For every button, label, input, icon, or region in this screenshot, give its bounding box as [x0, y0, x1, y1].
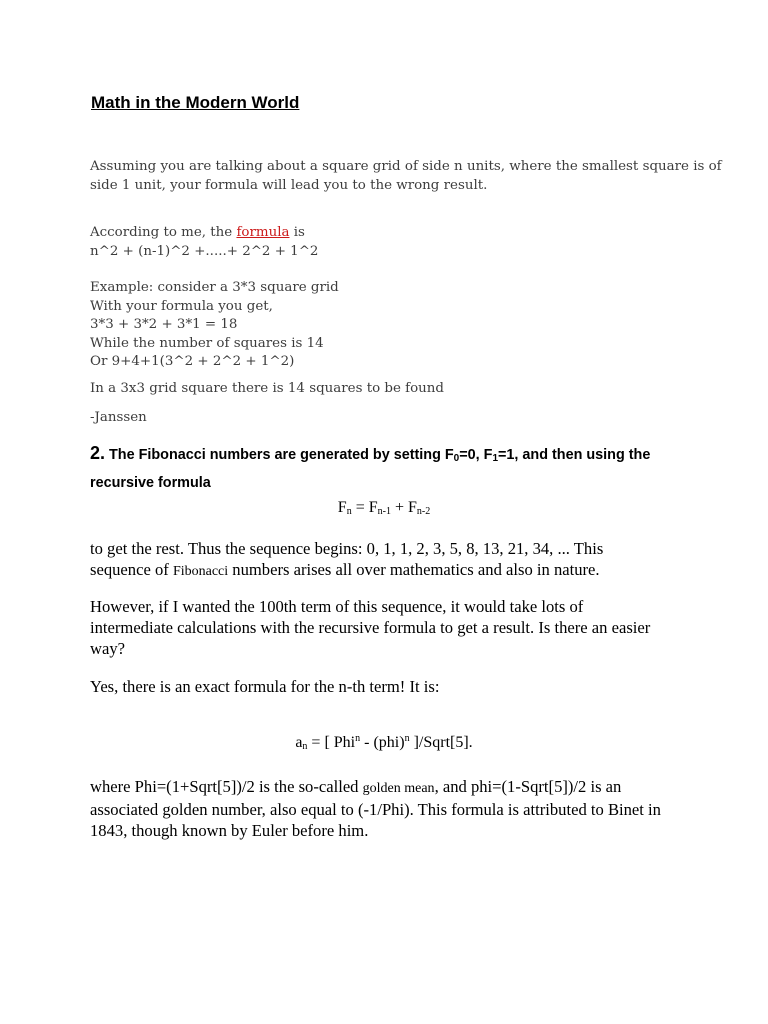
- formula-term: + F: [390, 499, 417, 516]
- formula-term: - (phi): [360, 734, 405, 751]
- formula-superscript: n: [404, 733, 410, 744]
- sum-of-squares-expression: n^2 + (n-1)^2 +.....+ 2^2 + 1^2: [90, 243, 319, 259]
- question-text: =1, and then using the: [498, 447, 651, 463]
- page-title: Math in the Modern World: [91, 93, 300, 112]
- paragraph-line: where Phi=(1+Sqrt[5])/2 is the so-called: [90, 777, 363, 796]
- formula-intro-line: [90, 224, 318, 243]
- formula-subscript: n-2: [416, 506, 431, 517]
- sequence-line-2-end: numbers arises all over mathematics and also in nature.: [228, 560, 600, 579]
- example-line: 3*3 + 3*2 + 3*1 = 18: [90, 317, 238, 332]
- formula-subscript: n: [346, 506, 352, 517]
- formula-superscript: n: [355, 733, 361, 744]
- intro-line-2: side 1 unit, your formula will lead you to the wrong result.: [90, 177, 488, 193]
- exact-formula-intro: Yes, there is an exact formula for the n-th term! It is:: [90, 677, 440, 696]
- question-text: The Fibonacci numbers are generated by setting F: [105, 447, 454, 463]
- paragraph-line: associated golden number, also equal to (-1/Phi). This formula is attributed to Binet in: [90, 800, 661, 819]
- example-paragraph: [90, 279, 339, 372]
- formula-subscript: n-1: [377, 506, 391, 517]
- formula-prefix: According to me, the: [90, 225, 237, 240]
- intro-line-1: Assuming you are talking about a square grid of side n units, where the smallest square is of: [90, 159, 722, 174]
- formula-term: a: [295, 734, 303, 751]
- formula-term: = F: [351, 499, 378, 516]
- sequence-paragraph: [90, 538, 690, 582]
- paragraph-line-end: , and phi=(1-Sqrt[5])/2 is an: [434, 777, 622, 796]
- example-line: While the number of squares is 14: [90, 335, 324, 351]
- example-line: Or 9+4+1(3^2 + 2^2 + 1^2): [90, 354, 295, 369]
- intro-paragraph: [90, 158, 722, 195]
- formula-term: ]/Sqrt[5].: [409, 734, 473, 751]
- example-line: With your formula you get,: [90, 298, 273, 314]
- fibonacci-word: Fibonacci: [172, 564, 229, 579]
- binet-formula: [0, 734, 768, 752]
- sequence-line-1: to get the rest. Thus the sequence begins: 0, 1, 1, 2, 3, 5, 8, 13, 21, 34, ... This: [90, 539, 604, 558]
- question-number: 2.: [90, 443, 106, 463]
- formula-link[interactable]: formula: [236, 225, 290, 240]
- golden-mean-term: golden mean: [362, 781, 435, 796]
- signature: -Janssen: [90, 410, 147, 425]
- formula-term: = [ Phi: [307, 734, 356, 751]
- grid-statement: In a 3x3 grid square there is 14 squares to be found: [90, 381, 444, 396]
- question-text-line-2: recursive formula: [90, 475, 211, 491]
- subscript-0: 0: [453, 453, 460, 464]
- formula-paragraph: [90, 224, 318, 261]
- subscript-1: 1: [492, 453, 498, 464]
- question-text: =0, F: [459, 447, 493, 463]
- question-2: [90, 441, 700, 496]
- golden-mean-paragraph: [90, 776, 700, 841]
- formula-suffix: is: [289, 225, 305, 240]
- sequence-line-2: sequence of: [90, 560, 173, 579]
- formula-subscript: n: [302, 741, 308, 752]
- recursive-formula: [0, 499, 768, 517]
- formula-term: F: [337, 499, 347, 516]
- hundredth-term-paragraph: [90, 596, 690, 659]
- paragraph-line: intermediate calculations with the recursive formula to get a result. Is there an easier: [90, 618, 651, 637]
- example-line: Example: consider a 3*3 square grid: [90, 280, 339, 295]
- paragraph-line: way?: [90, 639, 126, 658]
- paragraph-line: 1843, though known by Euler before him.: [90, 821, 369, 840]
- paragraph-line: However, if I wanted the 100th term of this sequence, it would take lots of: [90, 597, 584, 616]
